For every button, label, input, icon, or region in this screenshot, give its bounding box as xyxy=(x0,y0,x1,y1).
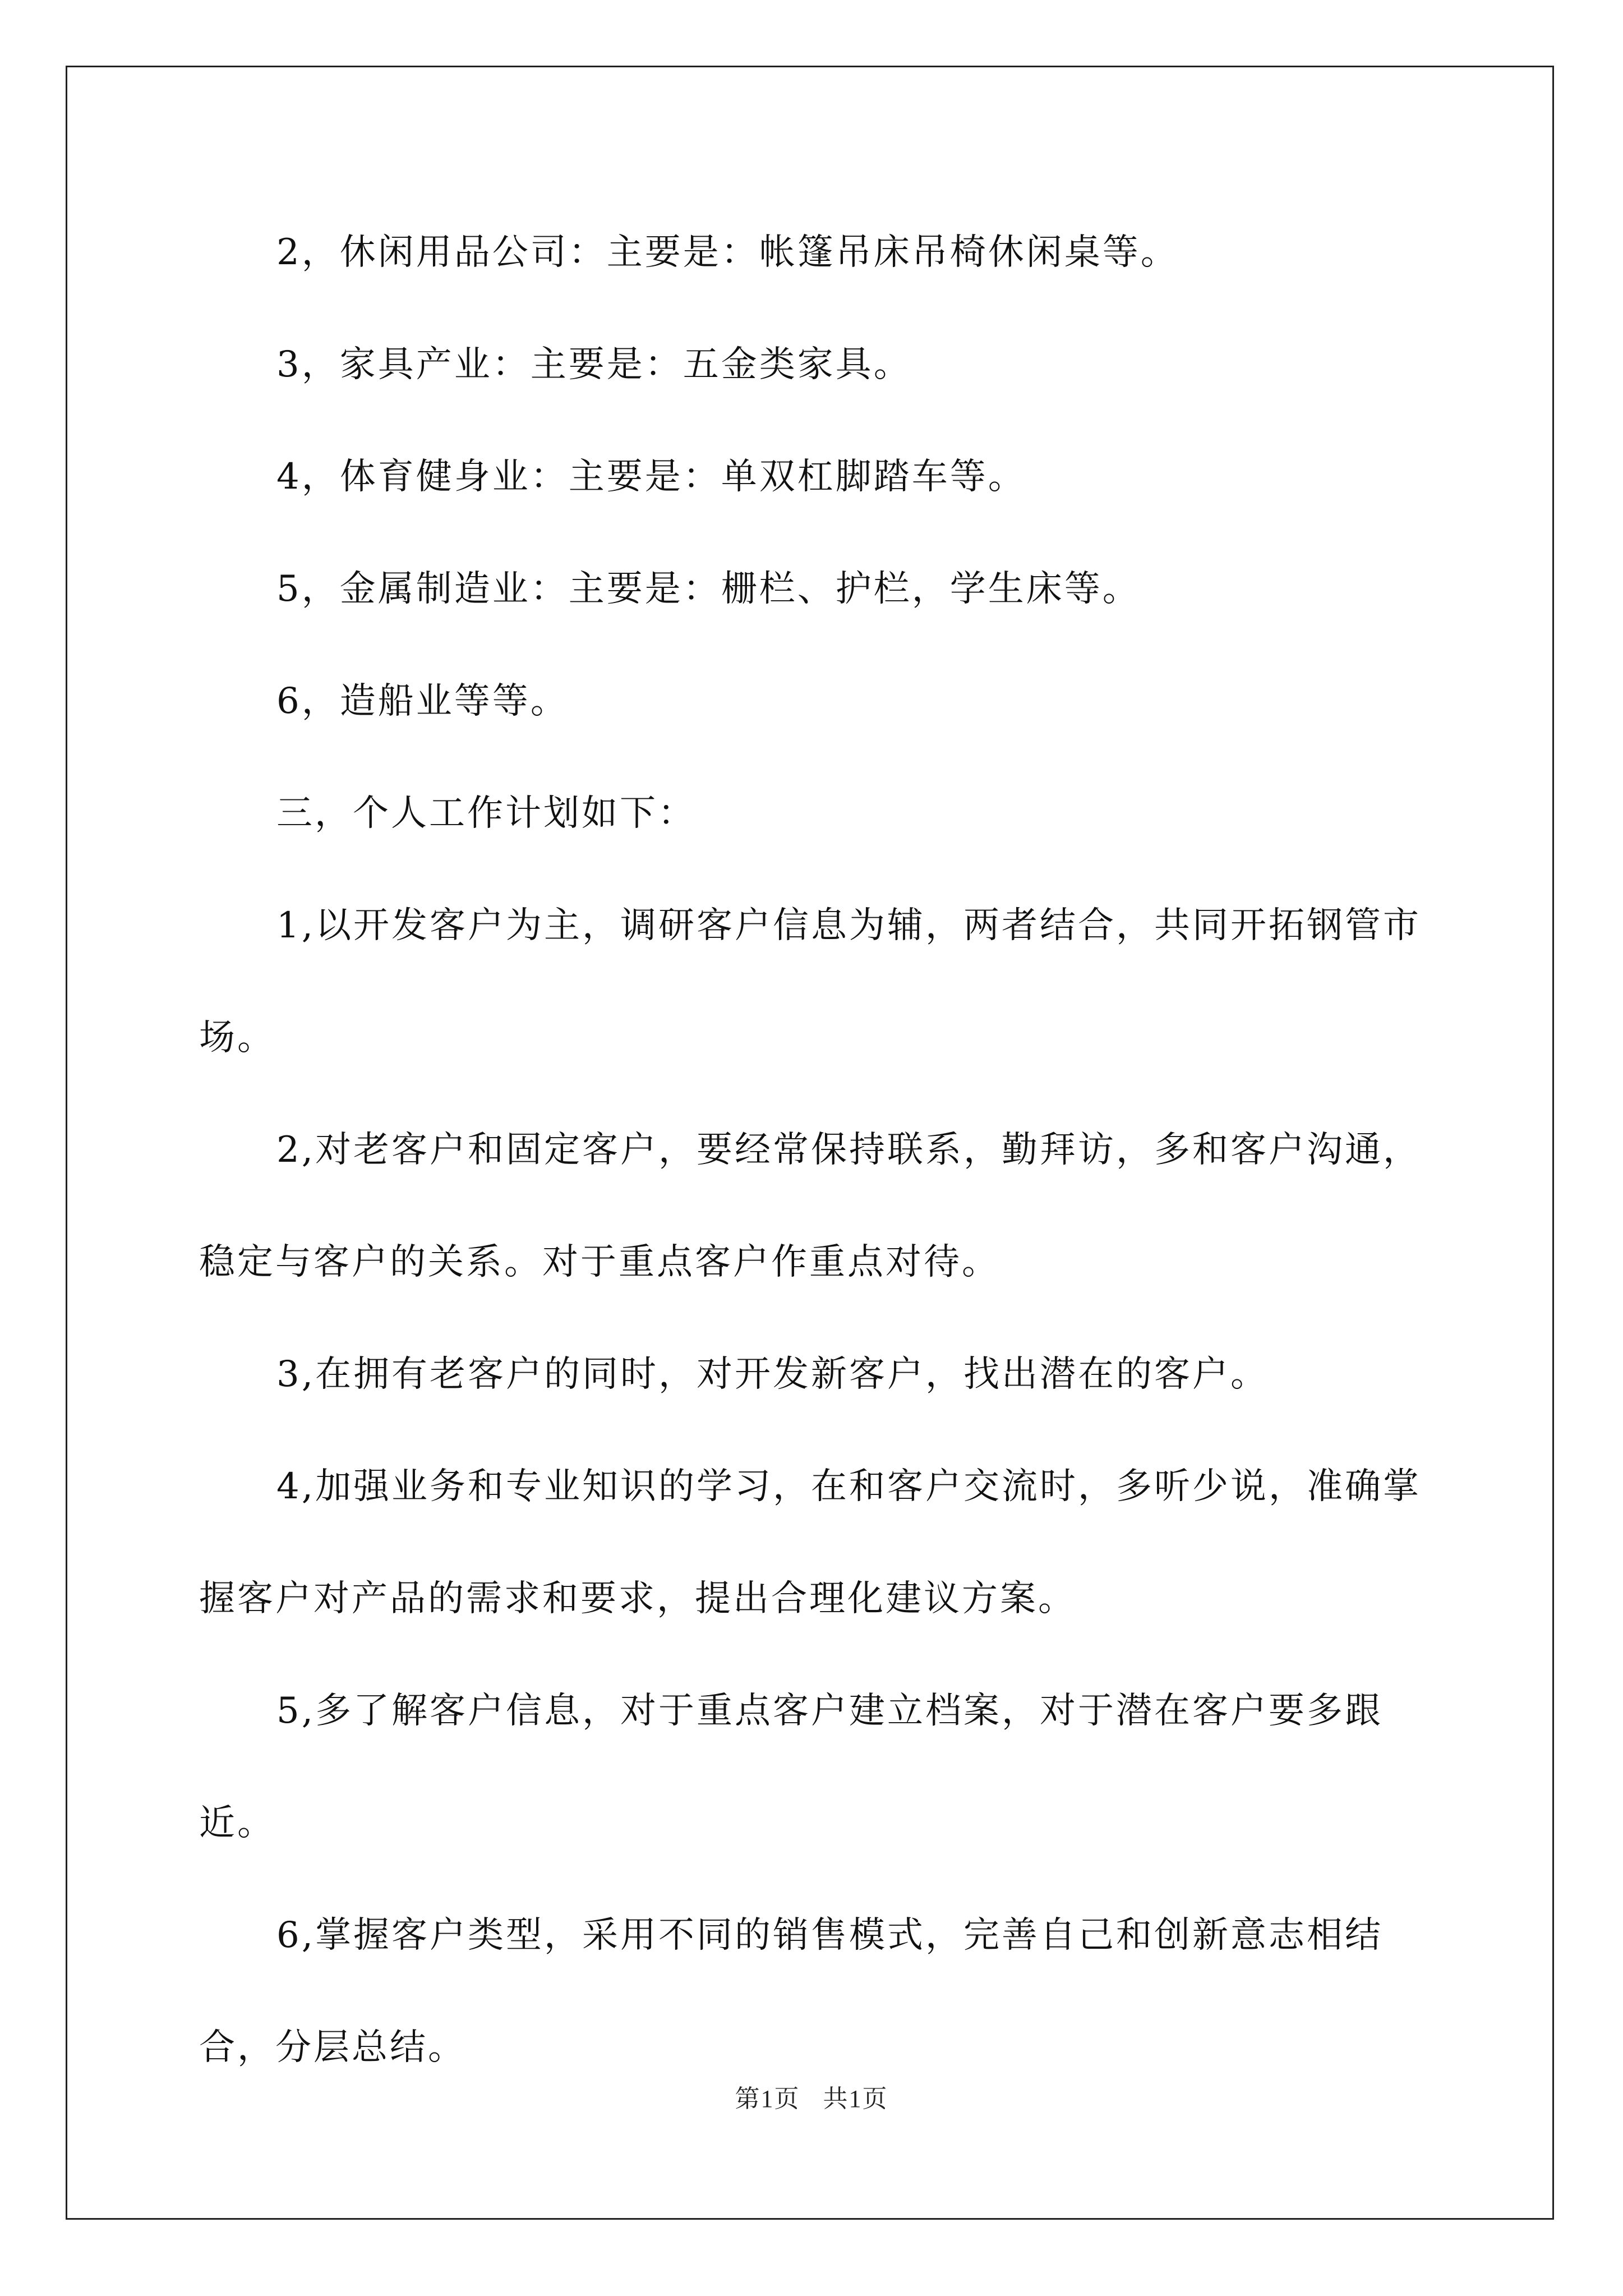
paragraph-4: 5，金属制造业：主要是：栅栏、护栏，学生床等。 xyxy=(276,568,1141,610)
paragraph-2: 3，家具产业：主要是：五金类家具。 xyxy=(276,344,912,385)
paragraph-7: 2,对老客户和固定客户，要经常保持联系，勤拜访，多和客户沟通，稳定与客户的关系。对于重点客户作重点对待。 xyxy=(199,1129,1422,1283)
paragraph-6: 1,以开发客户为主，调研客户信息为辅，两者结合，共同开拓钢管市场。 xyxy=(199,905,1422,1059)
section-heading: 三，个人工作计划如下： xyxy=(276,793,696,834)
page-total: 共1页 xyxy=(823,2085,888,2113)
paragraph-9: 4,加强业务和专业知识的学习，在和客户交流时，多听少说，准确掌握客户对产品的需求和要求，提出合理化建议方案。 xyxy=(199,1466,1422,1619)
paragraph-1: 2，休闲用品公司：主要是：帐篷吊床吊椅休闲桌等。 xyxy=(276,232,1179,273)
paragraph-11: 6,掌握客户类型，采用不同的销售模式，完善自己和创新意志相结合，分层总结。 xyxy=(199,1915,1384,2068)
page-footer xyxy=(0,2078,1623,2114)
paragraph-10: 5,多了解客户信息，对于重点客户建立档案，对于潜在客户要多跟近。 xyxy=(199,1690,1384,1844)
page-number: 第1页 xyxy=(735,2085,800,2113)
paragraph-5: 6，造船业等等。 xyxy=(276,680,569,722)
paragraph-3: 4，体育健身业：主要是：单双杠脚踏车等。 xyxy=(276,456,1026,498)
paragraph-8: 3,在拥有老客户的同时，对开发新客户，找出潜在的客户。 xyxy=(276,1354,1269,1395)
